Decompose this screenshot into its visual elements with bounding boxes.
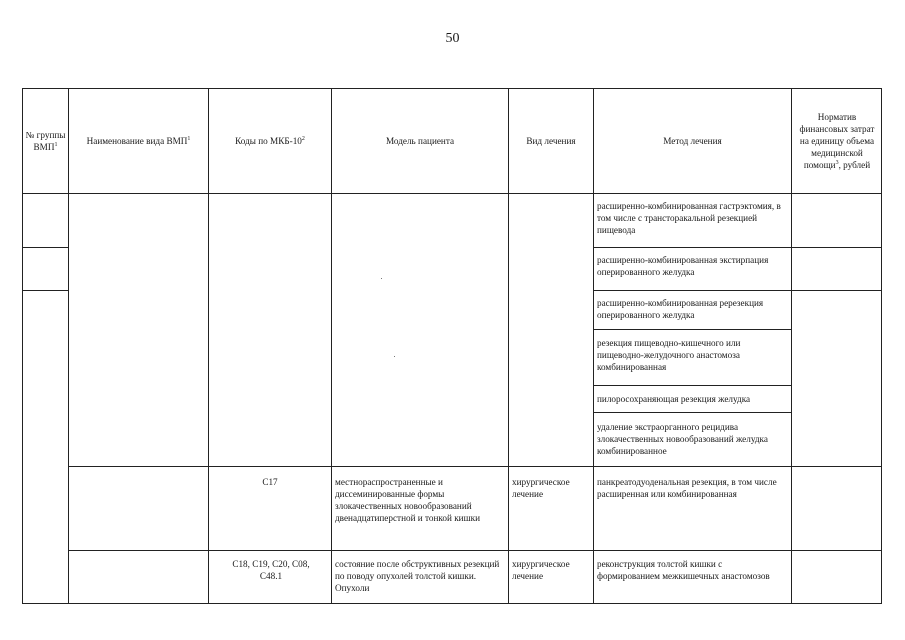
table-row-method: реконструкция толстой кишки с формированием межкишечных анастомозов	[597, 559, 770, 581]
medical-care-table	[22, 88, 882, 604]
table-row-treatment: хирургическое лечение	[512, 477, 570, 499]
header-treatment-type: Вид лечения	[526, 135, 576, 146]
table-row-codes: C17	[262, 477, 278, 487]
method-item: расширенно-комбинированная гастрэктомия, в том числе с трансторакальной резекцией пищевода	[597, 201, 781, 235]
header-vmp-name: Наименование вида ВМП$^1$	[86, 135, 191, 146]
method-item: резекция пищеводно-кишечного или пищеводно-желудочного анастомоза комбинированная	[597, 338, 741, 372]
table-row-method: панкреатодуоденальная резекция, в том числе расширенная или комбинированная	[597, 477, 777, 499]
method-item: расширенно-комбинированная экстирпация оперированного желудка	[597, 255, 769, 277]
header-treatment-method: Метод лечения	[663, 135, 722, 146]
scan-mark	[381, 278, 382, 279]
header-icd-codes: Коды по МКБ-$10^2$	[235, 135, 305, 146]
table-row-treatment: хирургическое лечение	[512, 559, 570, 581]
method-item: удаление экстраорганного рецидива злокачественных новообразований желудка комбинированное	[597, 422, 768, 456]
header-patient-model: Модель пациента	[385, 135, 455, 146]
method-item: пилоросохраняющая резекция желудка	[597, 394, 751, 404]
page-number: 50	[445, 31, 460, 46]
header-group-no: № группы ВМП$^1$	[25, 129, 66, 152]
scan-mark	[394, 356, 395, 357]
method-item: расширенно-комбинированная ререзекция оперированного желудка	[597, 298, 764, 320]
table-row-codes: C18, C19, C20, C08, C48.1	[232, 559, 310, 581]
header-cost-norm: Норматив финансовых затрат на единицу объема медицинской помощи$^3$, рублей	[799, 111, 875, 170]
table-row-model: местнораспространенные и диссеминированные формы злокачественных новообразований двенадцатиперстной и тонкой кишки	[335, 477, 481, 523]
table-row-model: состояние после обструктивных резекций по поводу опухолей толстой кишки. Опухоли	[335, 559, 500, 593]
